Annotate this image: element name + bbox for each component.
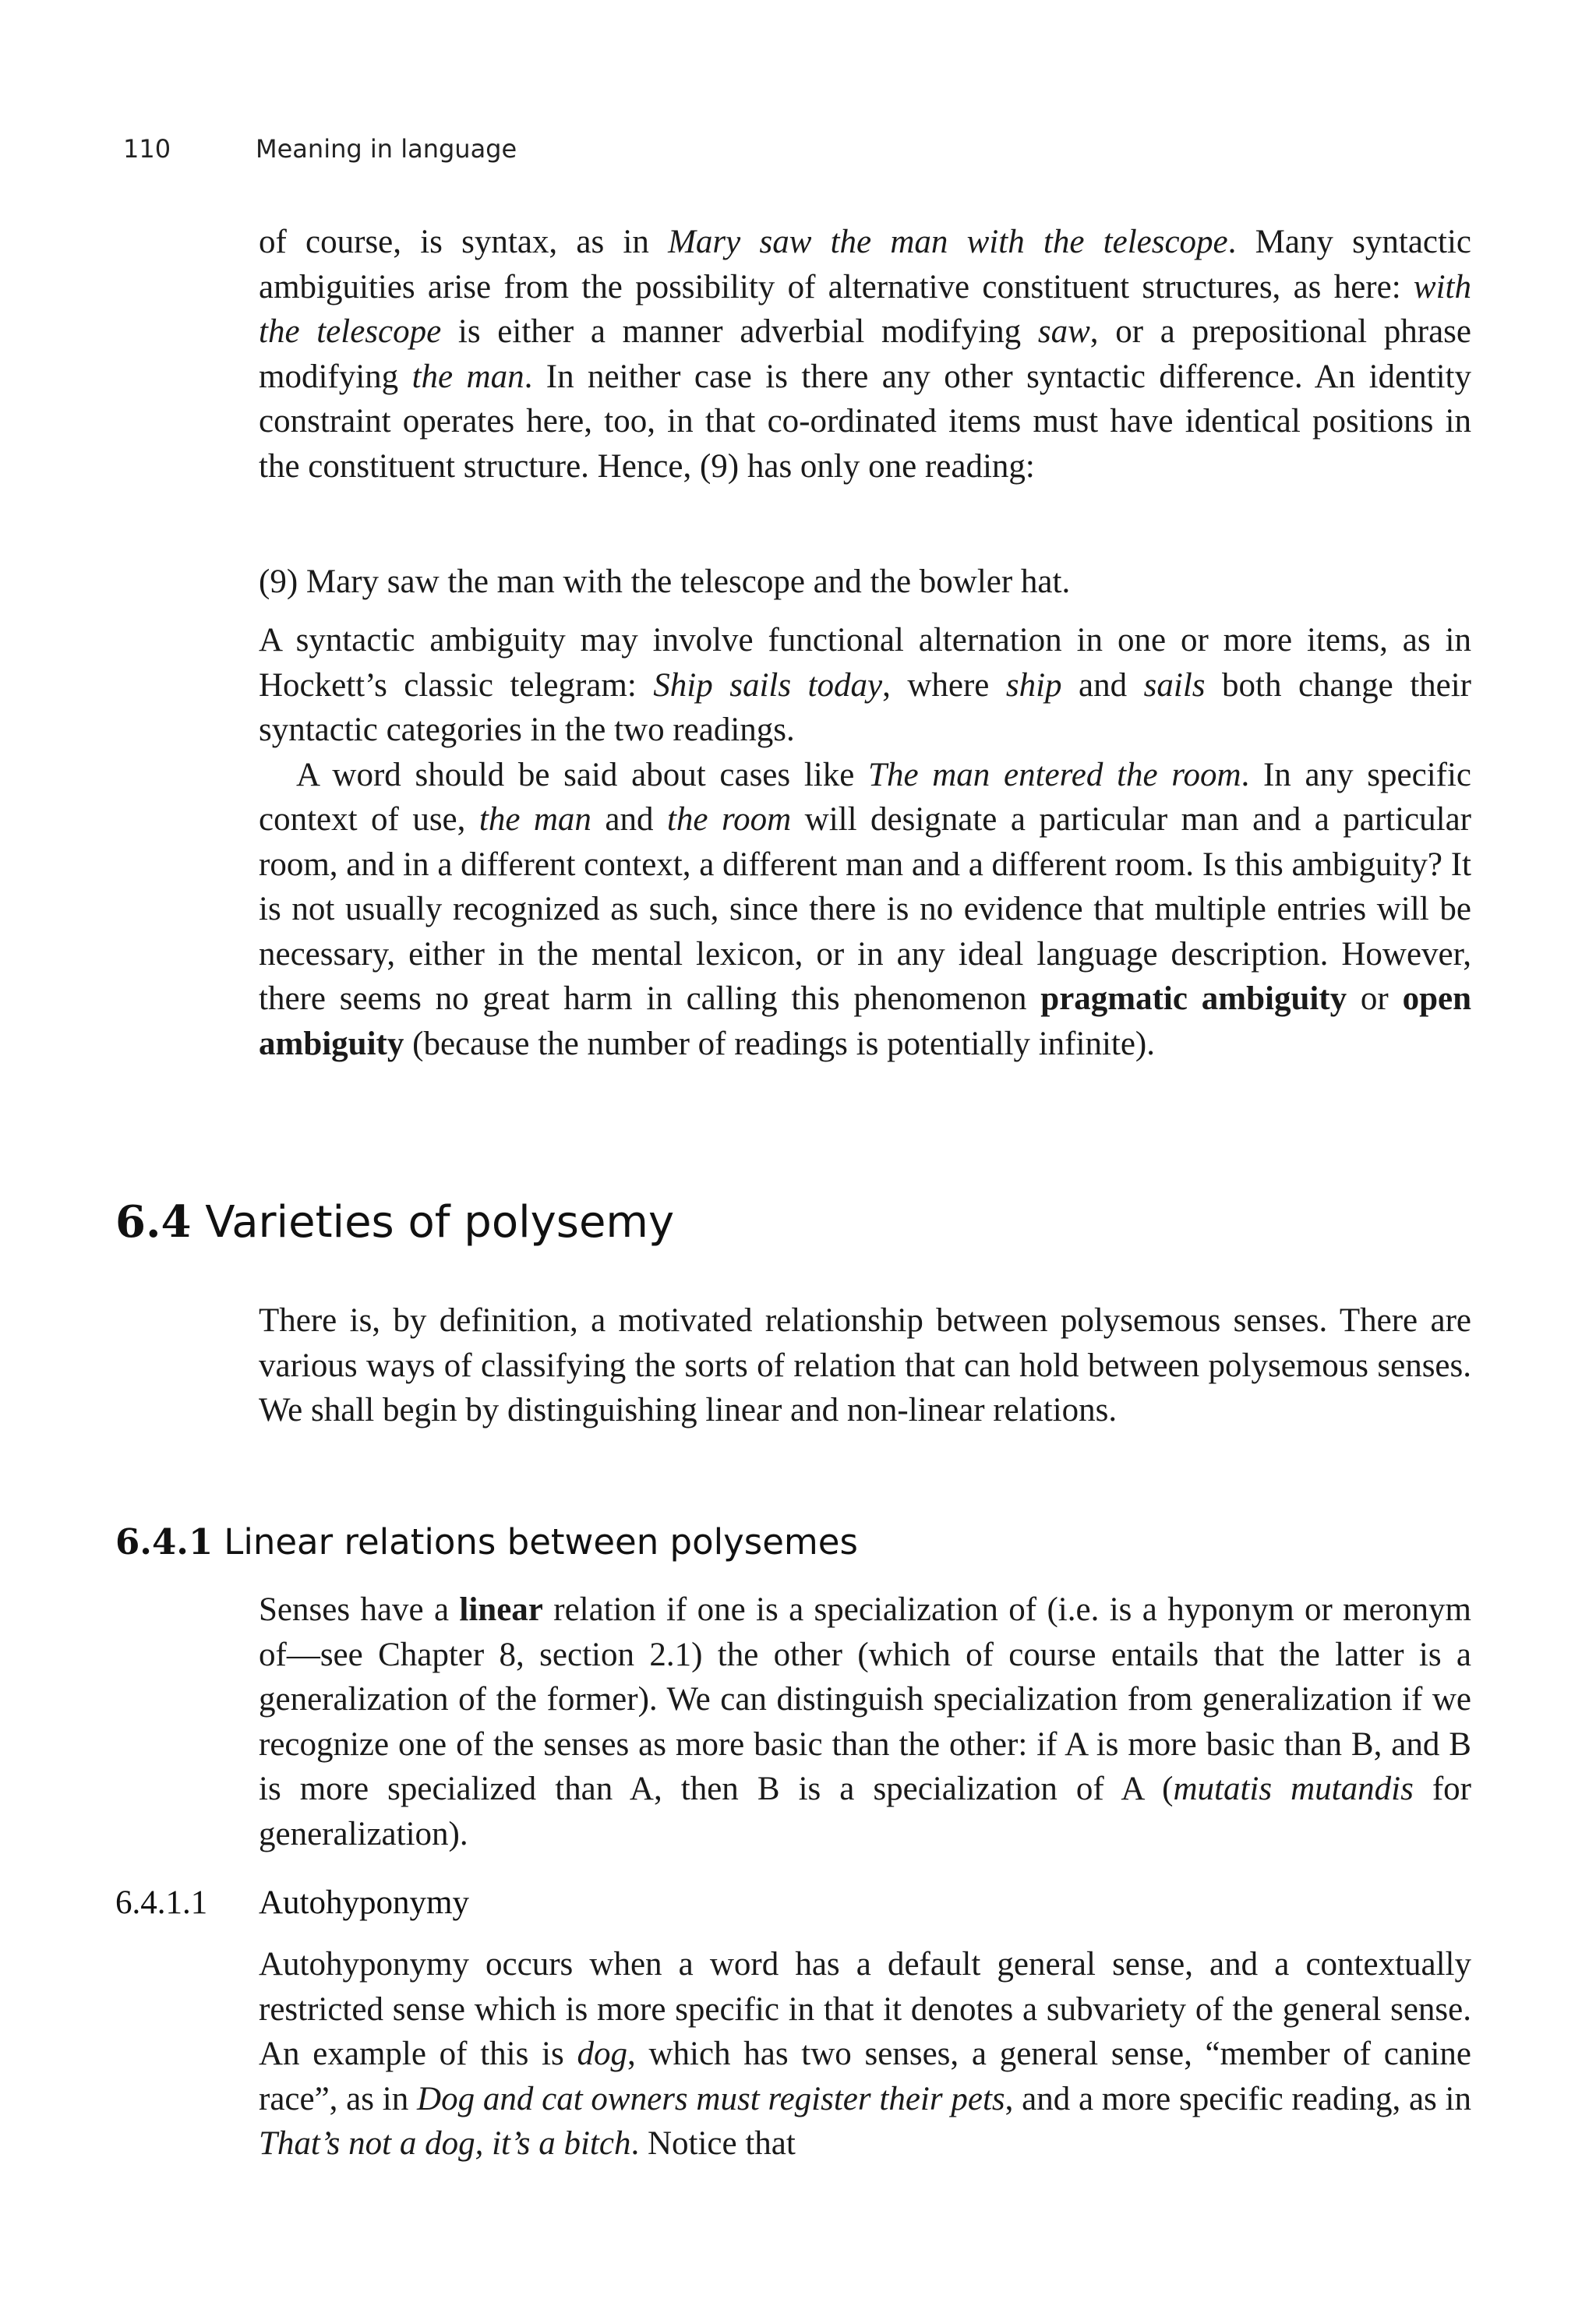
paragraph-2 [259, 618, 1471, 753]
subsection-number: 6.4.1 [115, 1521, 214, 1563]
subsubsection-heading [115, 1884, 469, 1922]
p1-example: Mary saw the man with the telescope [668, 224, 1228, 260]
running-head-title: Meaning in language [256, 134, 517, 164]
p5-text: relation if one is a specialization of (i.e. is a hyponym or meronym of—see Chapter 8, section 2.1) the other (which of course entails that the latter is a generalization of the former). We can distinguish specialization from generalization if we recognize one of the senses as more basic than the other: if A is more basic than B, and B is more specialized than A, then B is a specialization of A ( [259, 1591, 1471, 1807]
section-title: Varieties of polysemy [205, 1197, 675, 1248]
p1-text: is either a manner adverbial modifying [441, 313, 1038, 350]
p2-text: , where [882, 666, 1006, 704]
p1-text: . Many syntactic ambiguities arise from the possibility of alternative constituent structures, as here: [259, 224, 1471, 305]
paragraph-6 [259, 1942, 1471, 2167]
p1-example: saw [1037, 313, 1090, 350]
p6-text: , and a more specific reading, as in [1005, 2080, 1472, 2117]
p3-example: The man entered the room [868, 756, 1241, 793]
p5-text: Senses have a [259, 1591, 460, 1628]
example-9-text: (9) Mary saw the man with the telescope and the bowler hat. [259, 563, 1071, 600]
p5-italic: mutatis mutandis [1173, 1771, 1414, 1807]
p3-example: the man [478, 801, 591, 838]
p3-text: (because the number of readings is potentially infinite). [404, 1025, 1155, 1062]
p6-example: Dog and cat owners must register their pets [417, 2080, 1005, 2117]
p2-text: and [1061, 666, 1144, 704]
p2-text: A syntactic ambiguity may involve functional alternation in one or more items, as in Hockett’s classic telegram: [259, 622, 1471, 704]
p1-text: . In neither case is there any other syntactic difference. An identity constraint operates here, too, in that co-ordinated items must have identical positions in the constituent structure. Hence, (9) has only one reading: [259, 358, 1471, 485]
p2-text: both change their syntactic categories in the two readings. [259, 666, 1471, 748]
running-head [123, 134, 517, 164]
term-linear: linear [459, 1591, 543, 1628]
p3-text: or [1347, 980, 1403, 1017]
example-9 [259, 560, 1471, 605]
p2-example: sails [1143, 666, 1206, 704]
p3-text: and [591, 801, 667, 838]
p4-text: There is, by definition, a motivated relationship between polysemous senses. There are various ways of classifying the sorts of relation that can hold between polysemous senses. We shall begin by distinguishing linear and non-linear relations. [259, 1302, 1471, 1428]
p6-example: That’s not a dog, it’s a bitch [259, 2125, 631, 2162]
subsection-heading [115, 1521, 858, 1563]
section-heading [115, 1196, 674, 1248]
p1-example: the man [411, 358, 524, 395]
p2-example: ship [1005, 666, 1062, 704]
p1-example: with the telescope [259, 268, 1471, 350]
p3-text: . In any specific context of use, [259, 756, 1471, 838]
paragraph-4 [259, 1298, 1471, 1433]
paragraph-5 [259, 1587, 1471, 1856]
subsection-title: Linear relations between polysemes [224, 1521, 858, 1563]
p5-text: for generalization). [259, 1771, 1472, 1852]
paragraph-2-3 [259, 618, 1471, 1066]
p6-example: dog [577, 2036, 627, 2072]
paragraph-3 [259, 753, 1471, 1067]
p1-text: of course, is syntax, as in [259, 224, 669, 260]
term-open-ambiguity: open ambiguity [259, 980, 1471, 1062]
subsubsection-title: Autohyponymy [259, 1884, 469, 1921]
p2-example: Ship sails today [653, 666, 883, 704]
p3-text: A word should be said about cases like [296, 756, 869, 793]
section-number: 6.4 [115, 1196, 192, 1248]
p6-text: . Notice that [630, 2125, 796, 2162]
paragraph-1 [259, 220, 1471, 489]
subsubsection-number: 6.4.1.1 [115, 1884, 208, 1921]
term-pragmatic-ambiguity: pragmatic ambiguity [1040, 980, 1347, 1017]
p3-text: will designate a particular man and a particular room, and in a different context, a different man and a different room. Is this ambiguity? It is not usually recognized as such, since there is no evidence that multiple entries will be necessary, either in the mental lexicon, or in any ideal language description. However, there seems no great harm in calling this phenomenon [259, 801, 1471, 1017]
p3-example: the room [666, 801, 792, 838]
p1-text: , or a prepositional phrase modifying [259, 313, 1472, 395]
p6-text: Autohyponymy occurs when a word has a default general sense, and a contextually restricted sense which is more specific in that it denotes a subvariety of the general sense. An example of this is [259, 1946, 1471, 2072]
p6-text: , which has two senses, a general sense, “member of canine race”, as in [259, 2036, 1471, 2117]
page-number: 110 [123, 134, 171, 164]
